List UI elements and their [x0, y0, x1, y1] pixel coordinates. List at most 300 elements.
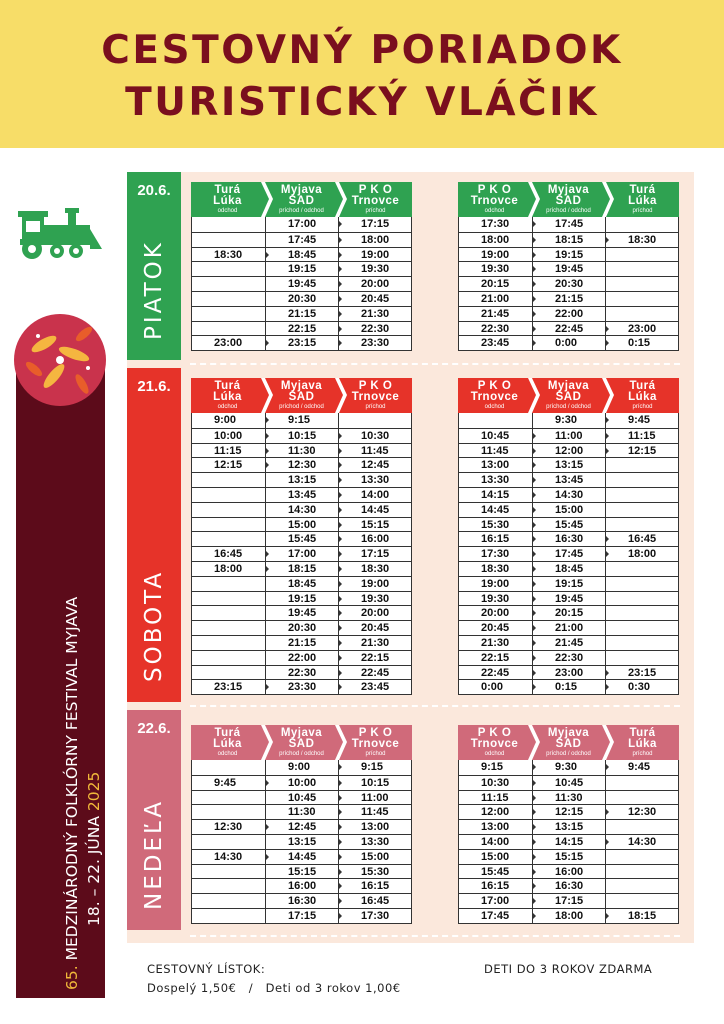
time-cell: 11:30: [532, 791, 605, 805]
time-cell: 18:30: [192, 248, 265, 262]
table-row: [192, 306, 411, 321]
time-cell: 16:15: [459, 532, 532, 546]
table-row: [192, 487, 411, 502]
time-cell: 14:30: [192, 850, 265, 864]
table-row: [459, 864, 678, 879]
time-cell: [192, 488, 265, 502]
station-header: P K O Trnovce odchod: [470, 184, 519, 214]
time-cell: [192, 532, 265, 546]
time-cell: 12:15: [192, 458, 265, 472]
time-cell: 13:15: [265, 473, 338, 487]
time-cell: 10:45: [265, 791, 338, 805]
time-cell: 19:00: [459, 577, 532, 591]
table-row: [192, 261, 411, 276]
time-cell: [338, 413, 411, 428]
time-cell: 23:00: [605, 322, 678, 336]
time-cell: [192, 791, 265, 805]
festival-year: 2025: [85, 771, 103, 812]
table-row: [459, 306, 678, 321]
time-cell: 19:45: [265, 606, 338, 620]
time-cell: 19:15: [532, 577, 605, 591]
time-cell: 18:45: [265, 577, 338, 591]
table-row: [192, 247, 411, 262]
table-row: [459, 546, 678, 561]
day-name: SOBOTA: [141, 569, 167, 682]
time-cell: 12:30: [192, 820, 265, 834]
time-cell: [192, 322, 265, 336]
time-cell: [605, 592, 678, 606]
time-cell: 16:45: [192, 547, 265, 561]
time-cell: 21:30: [459, 636, 532, 650]
time-cell: 12:30: [265, 458, 338, 472]
table-row: [459, 247, 678, 262]
time-cell: [192, 217, 265, 232]
train-icon: [16, 205, 104, 261]
table-row: [192, 517, 411, 532]
time-cell: 20:15: [532, 606, 605, 620]
table-row: [459, 561, 678, 576]
time-cell: [192, 503, 265, 517]
time-cell: 17:00: [459, 894, 532, 908]
separator-line: [190, 363, 680, 368]
table-row: [459, 605, 678, 620]
time-cell: 15:00: [532, 503, 605, 517]
table-row: [459, 335, 678, 350]
time-cell: [605, 791, 678, 805]
time-cell: 22:15: [459, 651, 532, 665]
station-header: Myjava SAD príchod / odchod: [279, 727, 324, 757]
table-row: [192, 834, 411, 849]
time-cell: 18:45: [532, 562, 605, 576]
time-cell: 10:45: [532, 776, 605, 790]
station-header: P K O Trnovce príchod: [351, 184, 400, 214]
time-cell: 21:15: [265, 636, 338, 650]
time-cell: 23:15: [192, 680, 265, 694]
time-cell: 19:45: [265, 277, 338, 291]
time-cell: 9:30: [532, 413, 605, 428]
time-cell: 14:00: [459, 835, 532, 849]
table-row: [459, 443, 678, 458]
free-children-note: DETI DO 3 ROKOV ZDARMA: [484, 962, 653, 976]
table-row: [192, 413, 411, 428]
day-date: 22.6.: [137, 720, 171, 737]
table-row: [459, 650, 678, 665]
table-row: [192, 276, 411, 291]
time-cell: [192, 865, 265, 879]
station-header: Myjava SAD príchod / odchod: [546, 184, 591, 214]
time-cell: 9:00: [265, 760, 338, 775]
time-cell: 16:30: [532, 879, 605, 893]
time-cell: 20:45: [338, 621, 411, 635]
table-row: [192, 804, 411, 819]
station-header: P K O Trnovce príchod: [351, 727, 400, 757]
table-row: [459, 472, 678, 487]
time-cell: 15:45: [265, 532, 338, 546]
table-row: [192, 908, 411, 923]
time-cell: 10:15: [338, 776, 411, 790]
time-cell: 16:15: [459, 879, 532, 893]
time-cell: [192, 606, 265, 620]
time-cell: 14:30: [605, 835, 678, 849]
time-cell: 19:45: [532, 262, 605, 276]
time-cell: 14:45: [459, 503, 532, 517]
time-cell: 22:30: [532, 651, 605, 665]
table-row: [459, 760, 678, 775]
time-cell: 13:45: [532, 473, 605, 487]
station-header: P K O Trnovce odchod: [470, 727, 519, 757]
table-row: [192, 546, 411, 561]
time-cell: 11:45: [459, 444, 532, 458]
time-cell: 20:15: [459, 277, 532, 291]
time-cell: 9:15: [265, 413, 338, 428]
time-cell: [605, 879, 678, 893]
table-row: [459, 804, 678, 819]
table-row: [192, 679, 411, 694]
table-row: [192, 591, 411, 606]
time-cell: [605, 636, 678, 650]
day-name: NEDEĽA: [141, 798, 167, 910]
table-row: [192, 849, 411, 864]
folk-ornament-logo: [14, 314, 106, 406]
time-cell: 12:15: [532, 805, 605, 819]
table-row: [192, 502, 411, 517]
time-cell: 21:30: [338, 307, 411, 321]
time-cell: 17:30: [459, 547, 532, 561]
time-cell: 22:30: [459, 322, 532, 336]
time-cell: 20:45: [459, 621, 532, 635]
table-row: [459, 502, 678, 517]
table-row: [459, 531, 678, 546]
table-row: [459, 665, 678, 680]
time-cell: [605, 776, 678, 790]
time-cell: [605, 518, 678, 532]
table-row: [459, 413, 678, 428]
outbound-timetable: [191, 725, 412, 924]
time-cell: 0:00: [459, 680, 532, 694]
time-cell: 23:15: [605, 666, 678, 680]
time-cell: 17:15: [532, 894, 605, 908]
table-row: [192, 428, 411, 443]
table-row: [459, 576, 678, 591]
time-cell: [605, 894, 678, 908]
time-cell: 18:30: [459, 562, 532, 576]
time-cell: 18:00: [605, 547, 678, 561]
table-row: [459, 517, 678, 532]
time-cell: 23:30: [265, 680, 338, 694]
time-cell: 13:00: [459, 458, 532, 472]
time-cell: 11:30: [265, 444, 338, 458]
time-cell: [605, 217, 678, 232]
time-cell: 13:45: [265, 488, 338, 502]
time-cell: 22:15: [265, 322, 338, 336]
time-cell: 22:45: [459, 666, 532, 680]
time-cell: [192, 577, 265, 591]
time-cell: [192, 292, 265, 306]
time-cell: [192, 233, 265, 247]
time-cell: [192, 651, 265, 665]
time-cell: 17:30: [459, 217, 532, 232]
table-row: [192, 232, 411, 247]
time-cell: 9:45: [605, 760, 678, 775]
day-tab-0: [127, 172, 181, 360]
time-cell: 21:15: [532, 292, 605, 306]
time-cell: 15:30: [459, 518, 532, 532]
table-row: [192, 864, 411, 879]
day-date: 20.6.: [137, 182, 171, 199]
table-row: [459, 321, 678, 336]
table-row: [192, 650, 411, 665]
time-cell: [605, 277, 678, 291]
time-cell: 0:00: [532, 336, 605, 350]
time-cell: [605, 651, 678, 665]
return-timetable: [458, 378, 679, 695]
station-header: Turá Lúka príchod: [628, 184, 657, 214]
time-cell: 13:00: [459, 820, 532, 834]
time-cell: 21:45: [532, 636, 605, 650]
table-row: [192, 790, 411, 805]
time-cell: 20:00: [338, 277, 411, 291]
station-header: Myjava SAD príchod / odchod: [546, 380, 591, 410]
title-line-1: CESTOVNÝ PORIADOK: [101, 28, 623, 73]
time-cell: 19:30: [459, 592, 532, 606]
time-cell: [605, 292, 678, 306]
table-row: [192, 291, 411, 306]
time-cell: 16:30: [265, 894, 338, 908]
time-cell: 9:15: [459, 760, 532, 775]
time-cell: [192, 879, 265, 893]
time-cell: [192, 518, 265, 532]
table-row: [459, 591, 678, 606]
time-cell: 15:00: [338, 850, 411, 864]
time-cell: 17:00: [265, 547, 338, 561]
time-cell: [605, 307, 678, 321]
time-cell: 20:00: [459, 606, 532, 620]
festival-number: 65.: [63, 965, 81, 990]
time-cell: [605, 562, 678, 576]
table-row: [459, 261, 678, 276]
title-line-2: TURISTICKÝ VLÁČIK: [125, 80, 599, 125]
time-cell: 0:15: [532, 680, 605, 694]
return-timetable: [458, 182, 679, 351]
time-cell: 18:30: [605, 233, 678, 247]
time-cell: 9:15: [338, 760, 411, 775]
festival-title: MEDZINÁRODNÝ FOLKLÓRNY FESTIVAL MYJAVA: [63, 596, 81, 966]
table-row: [459, 790, 678, 805]
time-cell: 13:00: [338, 820, 411, 834]
time-cell: 18:15: [265, 562, 338, 576]
time-cell: 21:30: [338, 636, 411, 650]
time-cell: 22:15: [338, 651, 411, 665]
time-cell: 16:30: [532, 532, 605, 546]
table-row: [459, 620, 678, 635]
time-cell: 23:45: [459, 336, 532, 350]
time-cell: 10:45: [459, 429, 532, 443]
time-cell: 9:45: [605, 413, 678, 428]
time-cell: 22:00: [265, 651, 338, 665]
time-cell: 18:15: [532, 233, 605, 247]
time-cell: 16:45: [605, 532, 678, 546]
time-cell: 22:45: [532, 322, 605, 336]
time-cell: 13:15: [532, 458, 605, 472]
time-cell: 17:45: [265, 233, 338, 247]
table-row: [459, 487, 678, 502]
time-cell: [605, 850, 678, 864]
time-cell: 15:30: [338, 865, 411, 879]
time-cell: 20:45: [338, 292, 411, 306]
table-row: [459, 834, 678, 849]
festival-dates: 18. – 22. JÚNA: [85, 811, 103, 926]
time-cell: 12:30: [605, 805, 678, 819]
time-cell: 18:00: [532, 909, 605, 923]
time-cell: [192, 262, 265, 276]
time-cell: 19:00: [459, 248, 532, 262]
time-cell: 23:30: [338, 336, 411, 350]
time-cell: 11:45: [338, 444, 411, 458]
time-cell: [605, 577, 678, 591]
outbound-timetable: [191, 182, 412, 351]
time-cell: 13:30: [338, 473, 411, 487]
time-cell: 16:00: [532, 865, 605, 879]
time-cell: 19:15: [265, 592, 338, 606]
time-cell: [192, 307, 265, 321]
time-cell: 20:30: [265, 621, 338, 635]
time-cell: 9:00: [192, 413, 265, 428]
time-cell: 15:45: [532, 518, 605, 532]
table-row: [459, 457, 678, 472]
time-cell: 17:45: [532, 217, 605, 232]
time-cell: 20:00: [338, 606, 411, 620]
table-row: [192, 775, 411, 790]
time-cell: [192, 636, 265, 650]
time-cell: 21:00: [532, 621, 605, 635]
table-row: [459, 291, 678, 306]
table-row: [459, 679, 678, 694]
time-cell: 14:45: [338, 503, 411, 517]
table-row: [459, 232, 678, 247]
time-cell: 11:00: [532, 429, 605, 443]
table-row: [192, 635, 411, 650]
station-header: P K O Trnovce príchod: [351, 380, 400, 410]
station-header: Turá Lúka príchod: [628, 727, 657, 757]
time-cell: 14:30: [532, 488, 605, 502]
return-timetable: [458, 725, 679, 924]
ticket-prices: Dospelý 1,50€ / Deti od 3 rokov 1,00€: [147, 981, 401, 995]
time-cell: 19:00: [338, 248, 411, 262]
time-cell: 11:45: [338, 805, 411, 819]
time-cell: 22:30: [338, 322, 411, 336]
time-cell: 14:30: [265, 503, 338, 517]
time-cell: 19:30: [338, 262, 411, 276]
table-row: [192, 472, 411, 487]
time-cell: 10:00: [265, 776, 338, 790]
time-cell: 10:30: [459, 776, 532, 790]
time-cell: 9:45: [192, 776, 265, 790]
time-cell: 12:45: [265, 820, 338, 834]
time-cell: 14:00: [338, 488, 411, 502]
time-cell: 22:45: [338, 666, 411, 680]
time-cell: 12:00: [459, 805, 532, 819]
time-cell: 11:00: [338, 791, 411, 805]
table-row: [192, 760, 411, 775]
time-cell: 17:15: [265, 909, 338, 923]
time-cell: 17:30: [338, 909, 411, 923]
day-date: 21.6.: [137, 378, 171, 395]
time-cell: 18:15: [605, 909, 678, 923]
time-cell: 19:45: [532, 592, 605, 606]
time-cell: 11:15: [192, 444, 265, 458]
day-name: PIATOK: [141, 240, 167, 340]
time-cell: 14:15: [459, 488, 532, 502]
time-cell: 14:45: [265, 850, 338, 864]
time-cell: [605, 865, 678, 879]
time-cell: 16:15: [338, 879, 411, 893]
time-cell: 11:15: [459, 791, 532, 805]
station-header: Myjava SAD príchod / odchod: [279, 184, 324, 214]
time-cell: 15:15: [532, 850, 605, 864]
table-row: [459, 635, 678, 650]
time-cell: 0:30: [605, 680, 678, 694]
time-cell: 19:30: [338, 592, 411, 606]
time-cell: 18:00: [459, 233, 532, 247]
station-header: Turá Lúka odchod: [213, 380, 242, 410]
time-cell: [605, 458, 678, 472]
time-cell: [192, 592, 265, 606]
time-cell: 22:00: [532, 307, 605, 321]
table-row: [459, 878, 678, 893]
table-row: [192, 605, 411, 620]
time-cell: 17:00: [265, 217, 338, 232]
table-row: [192, 531, 411, 546]
time-cell: [605, 488, 678, 502]
time-cell: 11:15: [605, 429, 678, 443]
table-row: [192, 893, 411, 908]
time-cell: [192, 760, 265, 775]
table-row: [192, 457, 411, 472]
time-cell: 21:00: [459, 292, 532, 306]
time-cell: 17:15: [338, 217, 411, 232]
time-cell: [605, 473, 678, 487]
time-cell: [192, 666, 265, 680]
time-cell: [605, 606, 678, 620]
time-cell: 16:45: [338, 894, 411, 908]
time-cell: 9:30: [532, 760, 605, 775]
table-row: [192, 561, 411, 576]
time-cell: 10:30: [338, 429, 411, 443]
time-cell: 19:15: [265, 262, 338, 276]
time-cell: [605, 503, 678, 517]
station-header: Myjava SAD príchod / odchod: [546, 727, 591, 757]
time-cell: 11:30: [265, 805, 338, 819]
time-cell: 12:45: [338, 458, 411, 472]
separator-line: [190, 935, 680, 940]
time-cell: 21:45: [459, 307, 532, 321]
table-row: [192, 819, 411, 834]
time-cell: 21:15: [265, 307, 338, 321]
time-cell: [192, 473, 265, 487]
time-cell: 10:15: [265, 429, 338, 443]
time-cell: [605, 621, 678, 635]
time-cell: 19:15: [532, 248, 605, 262]
time-cell: 17:45: [532, 547, 605, 561]
time-cell: 18:00: [192, 562, 265, 576]
time-cell: 15:00: [265, 518, 338, 532]
time-cell: 18:30: [338, 562, 411, 576]
time-cell: 20:30: [532, 277, 605, 291]
time-cell: 22:30: [265, 666, 338, 680]
time-cell: 13:30: [459, 473, 532, 487]
table-row: [192, 443, 411, 458]
time-cell: [192, 835, 265, 849]
